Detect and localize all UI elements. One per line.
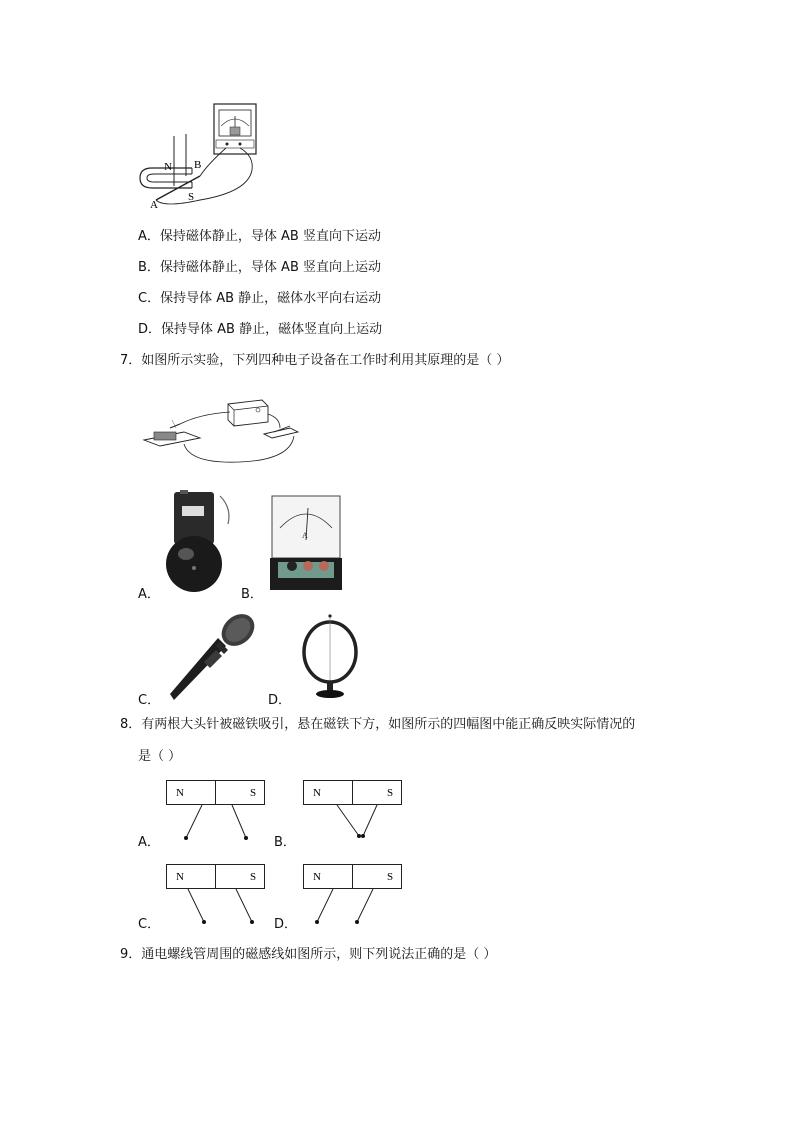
south-pole-label: S <box>387 871 394 883</box>
q7-option-c-image[interactable] <box>164 612 260 702</box>
q8-option-d-label: D． <box>274 917 298 932</box>
q7-stem: 7．如图所示实验，下列四种电子设备在工作时利用其原理的是（ ） <box>120 353 510 368</box>
q7-option-d-label: D． <box>268 693 292 708</box>
q8-option-c-figure[interactable] <box>166 864 266 928</box>
q6-option-b: B．保持磁体静止，导体 AB 竖直向上运动 <box>138 260 381 275</box>
label-b: B <box>194 159 202 171</box>
label-n: N <box>164 161 172 173</box>
south-pole-label: S <box>387 787 394 799</box>
ammeter-icon <box>268 494 344 592</box>
q8-option-c-label: C． <box>138 917 161 932</box>
bar-magnet-with-pins-b <box>303 780 403 844</box>
q7-option-d-image[interactable] <box>300 610 364 702</box>
bar-magnet-with-pins-a <box>166 780 266 844</box>
q8-option-a-label: A． <box>138 835 160 850</box>
south-pole-label: S <box>250 871 257 883</box>
q8-option-b-label: B． <box>274 835 296 850</box>
q8-option-d-figure[interactable] <box>303 864 403 928</box>
svg-text:A: A <box>302 531 308 540</box>
induction-apparatus-diagram <box>130 96 270 214</box>
label-a: A <box>150 199 158 211</box>
q7-option-c-label: C． <box>138 693 161 708</box>
bar-magnet-with-pins-d <box>303 864 403 928</box>
q6-option-a: A．保持磁体静止，导体 AB 竖直向下运动 <box>138 229 381 244</box>
q7-option-b-label: B． <box>241 587 263 602</box>
q8-option-a-figure[interactable] <box>166 780 266 844</box>
north-pole-label: N <box>313 871 321 883</box>
loop-coil-icon <box>300 610 364 702</box>
north-pole-label: N <box>176 871 184 883</box>
q7-option-a-label: A． <box>138 587 160 602</box>
microphone-icon <box>164 612 260 702</box>
q6-option-c: C．保持导体 AB 静止，磁体水平向右运动 <box>138 291 382 306</box>
q9-stem: 9．通电螺线管周围的磁感线如图所示，则下列说法正确的是（ ） <box>120 947 497 962</box>
north-pole-label: N <box>313 787 321 799</box>
q7-option-a-image[interactable] <box>162 488 238 596</box>
bar-magnet-with-pins-c <box>166 864 266 928</box>
q8-option-b-figure[interactable] <box>303 780 403 844</box>
q8-stem-line2: 是（ ） <box>138 749 182 764</box>
q7-figure <box>140 388 305 468</box>
q7-experiment-diagram <box>140 388 305 468</box>
q6-figure <box>130 96 270 214</box>
q7-option-b-image[interactable] <box>268 494 344 592</box>
electric-bell-icon <box>162 488 238 596</box>
q8-stem-line1: 8．有两根大头针被磁铁吸引，悬在磁铁下方，如图所示的四幅图中能正确反映实际情况的 <box>120 717 636 732</box>
label-s: S <box>188 191 195 203</box>
north-pole-label: N <box>176 787 184 799</box>
q6-option-d: D．保持导体 AB 静止，磁体竖直向上运动 <box>138 322 383 337</box>
south-pole-label: S <box>250 787 257 799</box>
